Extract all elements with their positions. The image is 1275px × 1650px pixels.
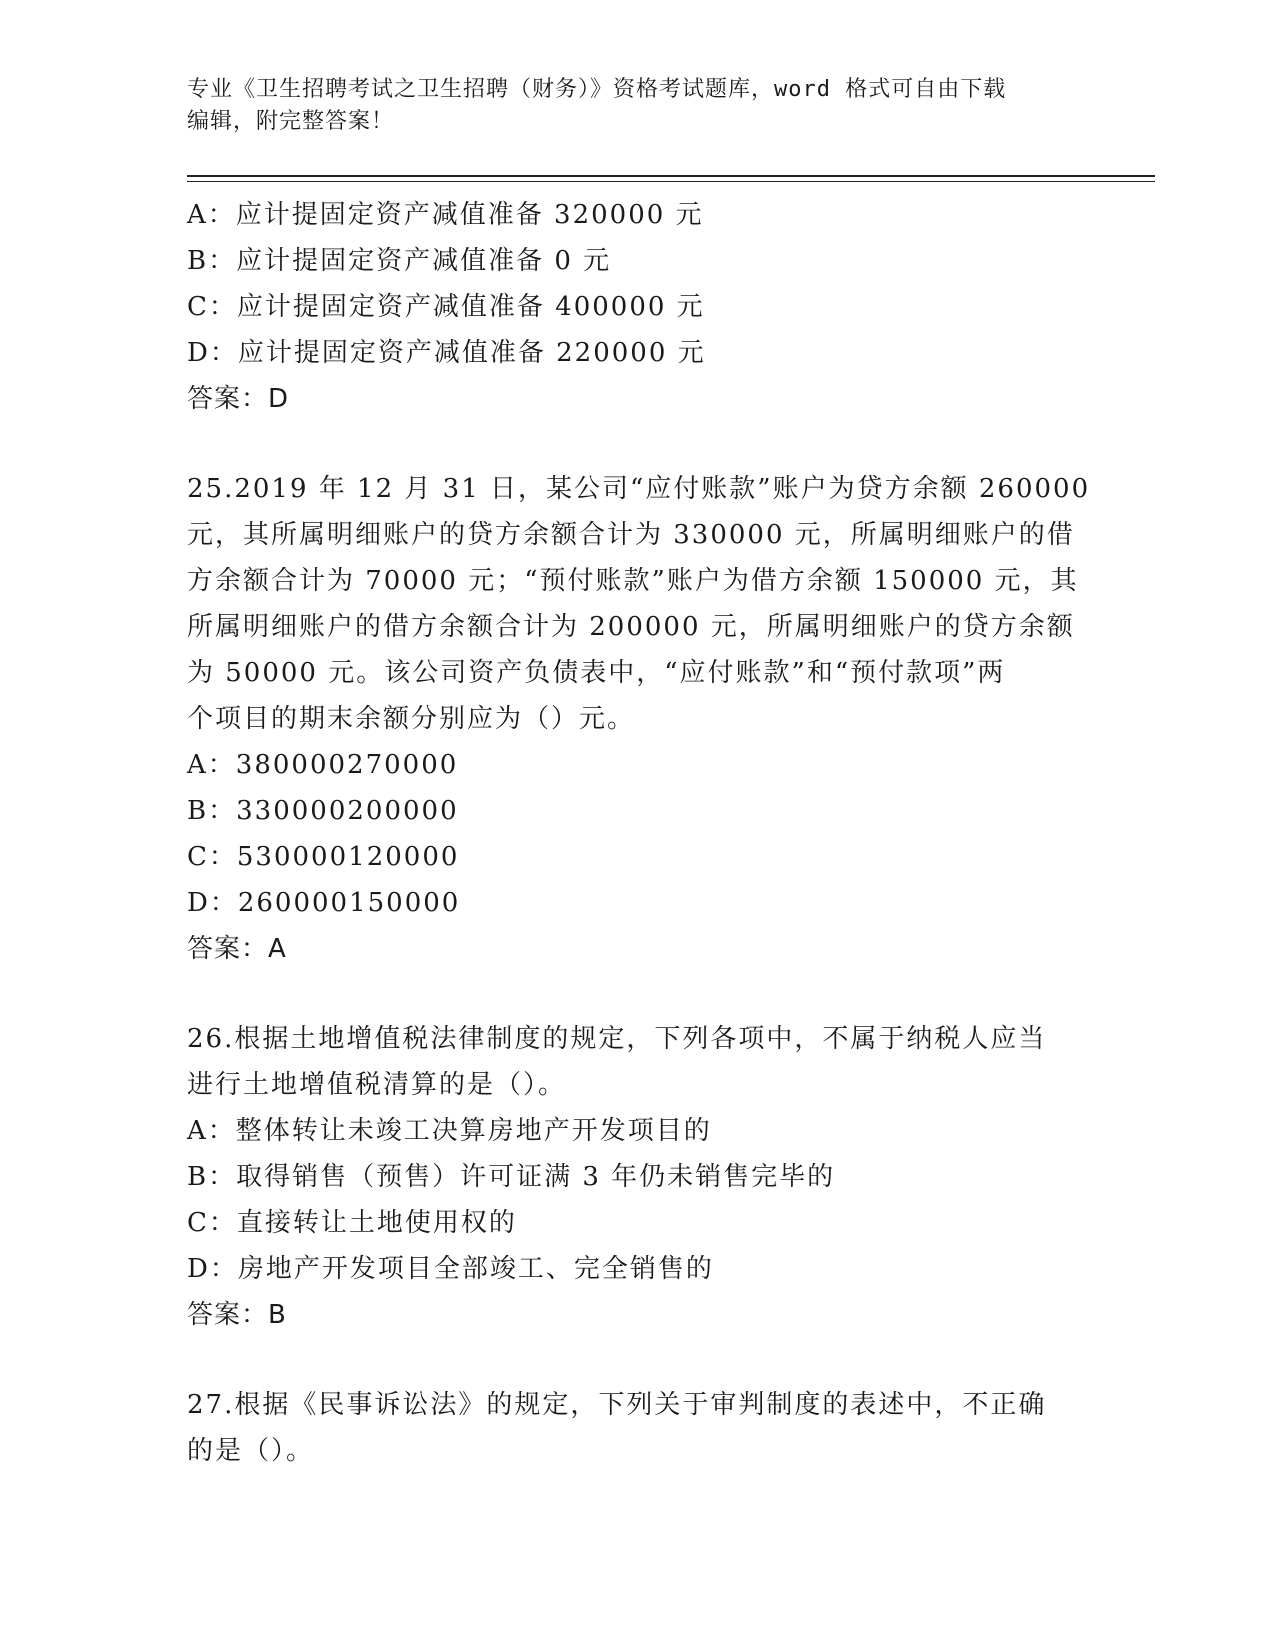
option-b: B：330000200000 bbox=[187, 796, 459, 826]
header-rule-thin bbox=[187, 181, 1155, 182]
question-24 bbox=[187, 192, 1087, 422]
question-stem-line: 个项目的期末余额分别应为（）元。 bbox=[187, 704, 636, 734]
question-stem-line: 的是（）。 bbox=[187, 1436, 315, 1466]
question-25 bbox=[187, 466, 1091, 972]
option-d: D：应计提固定资产减值准备 220000 元 bbox=[187, 338, 706, 368]
option-a: A：整体转让未竣工决算房地产开发项目的 bbox=[187, 1116, 712, 1146]
question-stem-line: 为 50000 元。该公司资产负债表中，“应付账款”和“预付款项”两 bbox=[187, 658, 1006, 688]
option-a: A：380000270000 bbox=[187, 750, 459, 780]
answer-line: 答案：A bbox=[187, 934, 287, 964]
option-c: C：530000120000 bbox=[187, 842, 460, 872]
option-b: B：应计提固定资产减值准备 0 元 bbox=[187, 246, 612, 276]
question-27 bbox=[187, 1382, 1087, 1474]
question-stem-line: 进行土地增值税清算的是（）。 bbox=[187, 1070, 567, 1100]
header-rule bbox=[187, 175, 1155, 177]
question-stem-line: 所属明细账户的借方余额合计为 200000 元，所属明细账户的贷方余额 bbox=[187, 612, 1075, 642]
question-stem-line: 27.根据《民事诉讼法》的规定，下列关于审判制度的表述中，不正确 bbox=[187, 1390, 1047, 1420]
answer-line: 答案：B bbox=[187, 1300, 287, 1330]
page-header bbox=[187, 74, 1087, 138]
option-c: C：应计提固定资产减值准备 400000 元 bbox=[187, 292, 705, 322]
option-a: A：应计提固定资产减值准备 320000 元 bbox=[187, 200, 704, 230]
header-line-2: 编辑，附完整答案！ bbox=[187, 109, 395, 134]
question-stem-line: 方余额合计为 70000 元；“预付账款”账户为借方余额 150000 元，其 bbox=[187, 566, 1079, 596]
option-d: D：260000150000 bbox=[187, 888, 461, 918]
option-b: B：取得销售（预售）许可证满 3 年仍未销售完毕的 bbox=[187, 1162, 836, 1192]
option-c: C：直接转让土地使用权的 bbox=[187, 1208, 517, 1238]
question-stem-line: 元，其所属明细账户的贷方余额合计为 330000 元，所属明细账户的借 bbox=[187, 520, 1075, 550]
question-stem-line: 26.根据土地增值税法律制度的规定，下列各项中，不属于纳税人应当 bbox=[187, 1024, 1047, 1054]
option-d: D：房地产开发项目全部竣工、完全销售的 bbox=[187, 1254, 714, 1284]
header-line-1: 专业《卫生招聘考试之卫生招聘（财务）》资格考试题库，word 格式可自由下载 bbox=[187, 77, 1007, 102]
answer-line: 答案：D bbox=[187, 384, 290, 414]
question-26 bbox=[187, 1016, 1087, 1338]
question-content bbox=[187, 192, 1091, 1474]
question-stem-line: 25.2019 年 12 月 31 日，某公司“应付账款”账户为贷方余额 260000 bbox=[187, 474, 1091, 504]
